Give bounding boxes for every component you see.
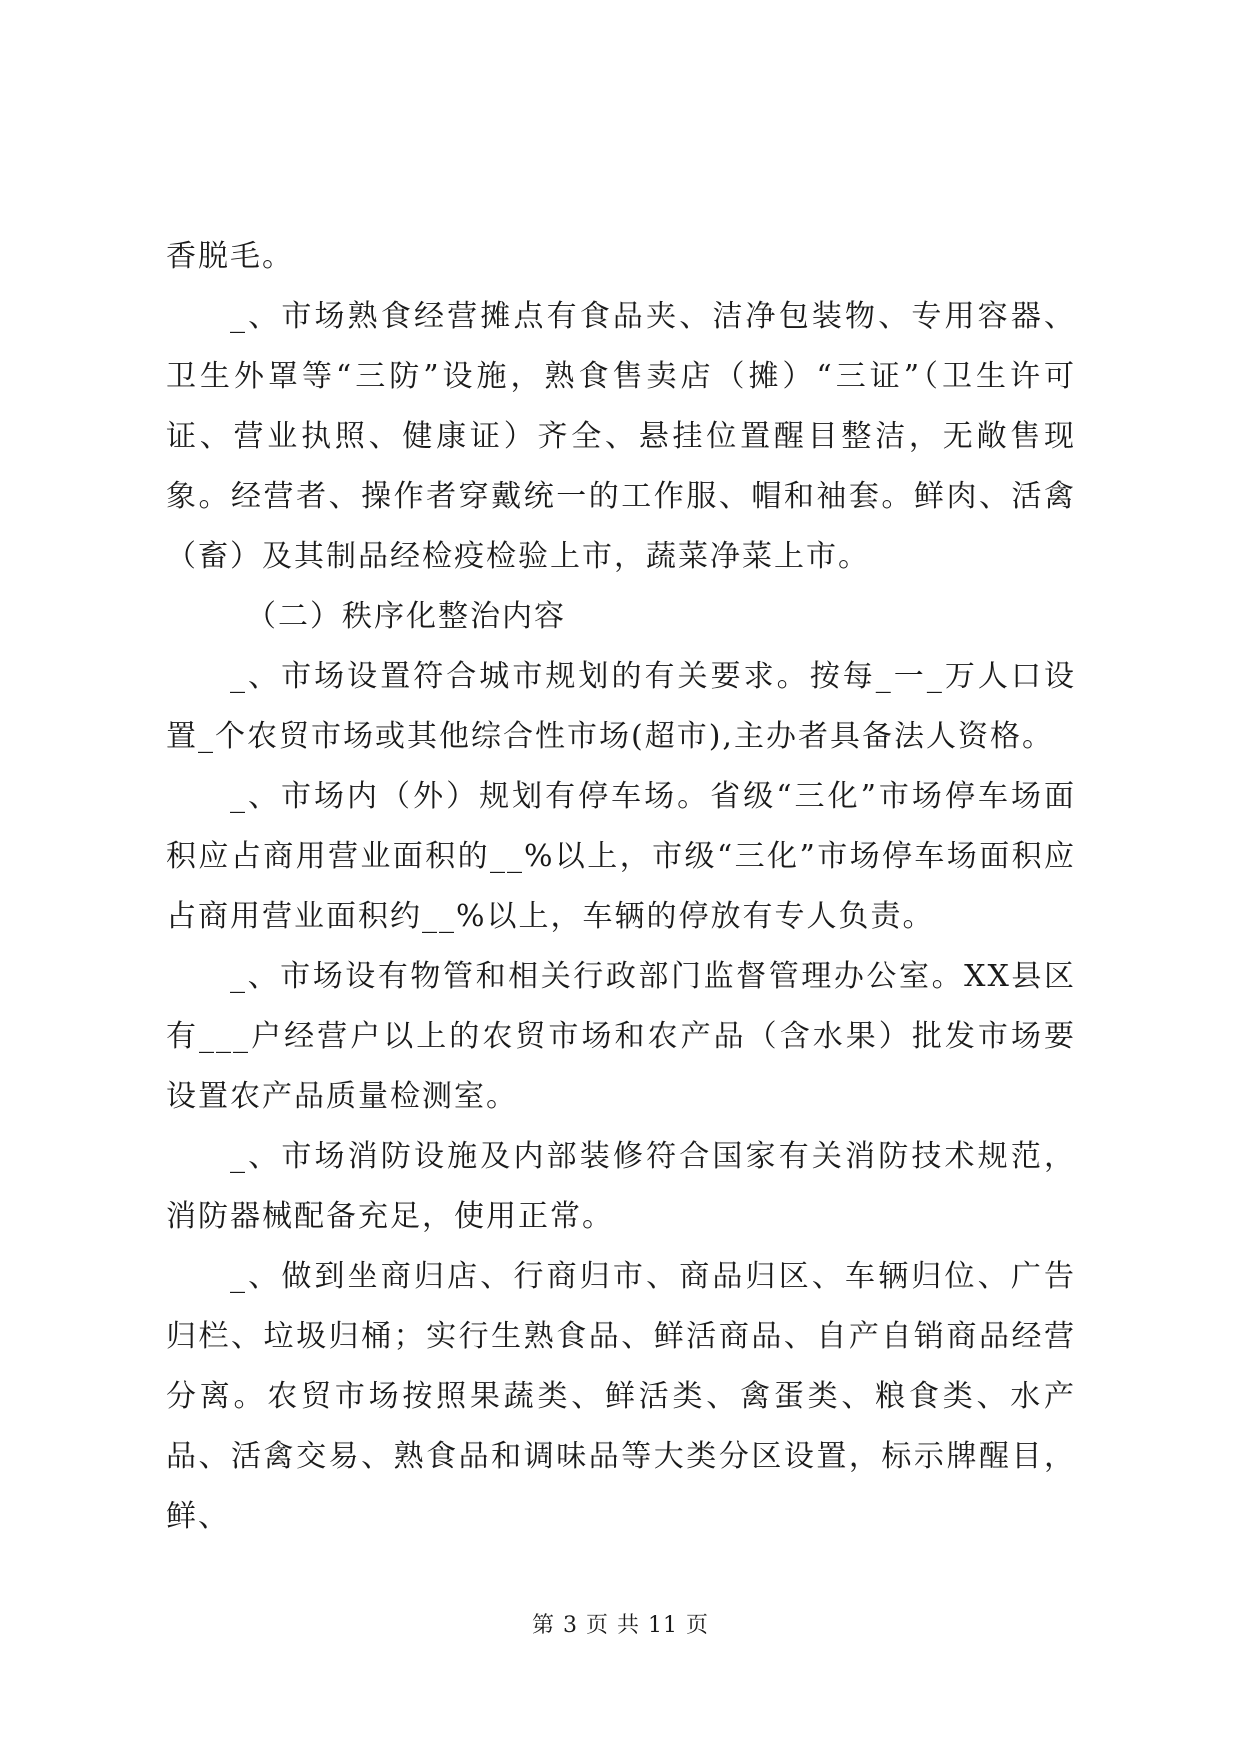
- paragraph-continuation: 香脱毛。: [166, 239, 294, 274]
- page-number-footer: 第 3 页 共 11 页: [532, 1613, 709, 1638]
- section-heading-order: （二）秩序化整治内容: [246, 599, 566, 634]
- paragraph-fire-safety: _、市场消防设施及内部装修符合国家有关消防技术规范，消防器械配备充足，使用正常。: [166, 1139, 1076, 1234]
- paragraph-parking: _、市场内（外）规划有停车场。省级“三化”市场停车场面积应占商用营业面积的__%以上，市级“三化”市场停车场面积应占商用营业面积约__%以上，车辆的停放有专人负责。: [166, 779, 1076, 934]
- document-body: [166, 227, 1076, 1547]
- paragraph-zoning: _、做到坐商归店、行商归市、商品归区、车辆归位、广告归栏、垃圾归桶；实行生熟食品、鲜活商品、自产自销商品经营分离。农贸市场按照果蔬类、鲜活类、禽蛋类、粮食类、水产品、活禽交易、熟食品和调味品等大类分区设置，标示牌醒目，鲜、: [166, 1259, 1076, 1534]
- paragraph-cooked-food-stalls: _、市场熟食经营摊点有食品夹、洁净包装物、专用容器、卫生外罩等“三防”设施，熟食售卖店（摊）“三证”（卫生许可证、营业执照、健康证）齐全、悬挂位置醒目整洁，无敞售现象。经营者、操作者穿戴统一的工作服、帽和袖套。鲜肉、活禽（畜）及其制品经检疫检验上市，蔬菜净菜上市。: [166, 299, 1076, 574]
- paragraph-management-office: _、市场设有物管和相关行政部门监督管理办公室。XX县区有___户经营户以上的农贸市场和农产品（含水果）批发市场要设置农产品质量检测室。: [166, 959, 1076, 1114]
- paragraph-market-planning: _、市场设置符合城市规划的有关要求。按每_一_万人口设置_个农贸市场或其他综合性市场(超市),主办者具备法人资格。: [166, 659, 1076, 754]
